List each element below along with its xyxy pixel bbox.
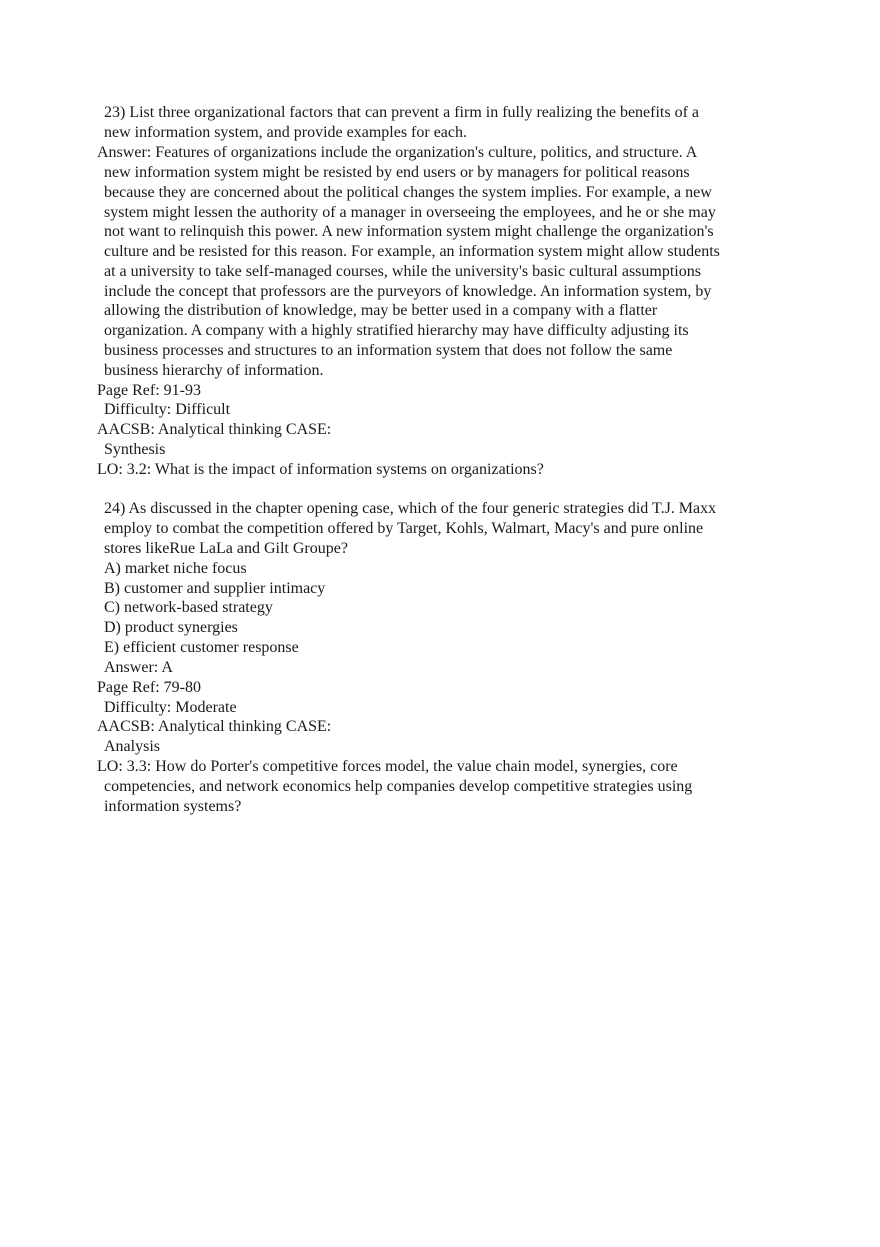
q24-option-a: A) market niche focus	[104, 560, 247, 577]
q23-answer-line-8: include the concept that professors are the purveyors of knowledge. An information system, by	[104, 283, 712, 300]
q24-question-line-3: stores likeRue LaLa and Gilt Groupe?	[104, 540, 348, 557]
q23-answer-line-3: because they are concerned about the political changes the system implies. For example, a new	[104, 184, 712, 201]
q24-page-ref: Page Ref: 79-80	[97, 679, 201, 696]
q23-answer-line-6: culture and be resisted for this reason. For example, an information system might allow students	[104, 243, 720, 260]
q24-question-line-1: 24) As discussed in the chapter opening case, which of the four generic strategies did T.J. Maxx	[104, 500, 717, 517]
q23-answer-line-9: allowing the distribution of knowledge, may be better used in a company with a flatter	[104, 302, 658, 319]
q24-difficulty: Difficulty: Moderate	[104, 699, 237, 716]
q24-question-line-2: employ to combat the competition offered by Target, Kohls, Walmart, Macy's and pure online	[104, 520, 704, 537]
q23-question-line-2: new information system, and provide examples for each.	[104, 124, 467, 141]
q24-option-e: E) efficient customer response	[104, 639, 299, 656]
q23-answer-line-11: business processes and structures to an information system that does not follow the same	[104, 342, 673, 359]
q24-option-c: C) network-based strategy	[104, 599, 273, 616]
q24-aacsb: AACSB: Analytical thinking CASE:	[97, 718, 332, 735]
q24-answer: Answer: A	[104, 659, 173, 676]
q23-answer-line-4: system might lessen the authority of a manager in overseeing the employees, and he or she may	[104, 204, 716, 221]
q24-learning-objective-line-3: information systems?	[104, 798, 242, 815]
q24-option-d: D) product synergies	[104, 619, 238, 636]
q23-learning-objective: LO: 3.2: What is the impact of information systems on organizations?	[97, 461, 544, 478]
q23-question-line-1: 23) List three organizational factors that can prevent a firm in fully realizing the benefits of a	[104, 104, 700, 121]
q23-answer-line-7: at a university to take self-managed courses, while the university's basic cultural assumptions	[104, 263, 701, 280]
q24-learning-objective-line-1: LO: 3.3: How do Porter's competitive forces model, the value chain model, synergies, core	[97, 758, 678, 775]
q24-learning-objective-line-2: competencies, and network economics help companies develop competitive strategies using	[104, 778, 693, 795]
q23-answer-line-1: Answer: Features of organizations include the organization's culture, politics, and structure. A	[97, 144, 698, 161]
q23-aacsb: AACSB: Analytical thinking CASE:	[97, 421, 332, 438]
q23-difficulty: Difficulty: Difficult	[104, 401, 231, 418]
q23-case: Synthesis	[104, 441, 166, 458]
q23-answer-line-10: organization. A company with a highly stratified hierarchy may have difficulty adjusting its	[104, 322, 689, 339]
q23-answer-line-12: business hierarchy of information.	[104, 362, 324, 379]
q23-answer-line-5: not want to relinquish this power. A new information system might challenge the organization's	[104, 223, 714, 240]
q24-case: Analysis	[104, 738, 160, 755]
q23-answer-line-2: new information system might be resisted by end users or by managers for political reasons	[104, 164, 690, 181]
q23-page-ref: Page Ref: 91-93	[97, 382, 201, 399]
q24-option-b: B) customer and supplier intimacy	[104, 580, 326, 597]
